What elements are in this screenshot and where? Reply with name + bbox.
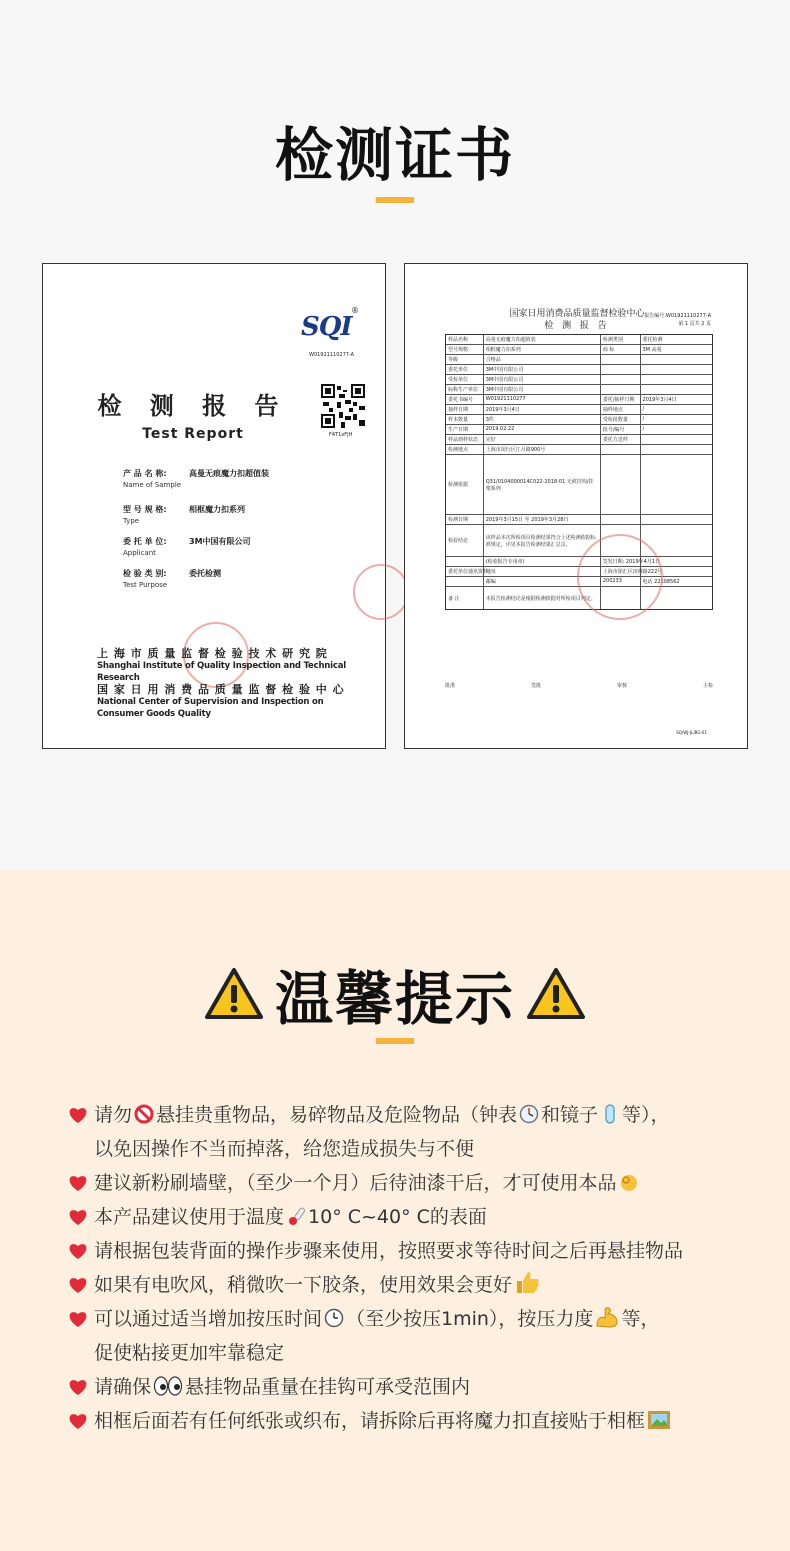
report-table-row <box>446 335 712 345</box>
report-table-cell: 样品到样状态 <box>446 435 484 444</box>
report-footer: SQ/WJ-JL/BG-01 <box>676 730 707 735</box>
report-table-cell: 3M中国有限公司 <box>484 385 601 394</box>
report-subheader: 检 测 报 告 <box>544 321 610 331</box>
institute-cn-1: 上 海 市 质 量 监 督 检 验 技 术 研 究 院 <box>97 647 328 660</box>
institute-en-1: Shanghai Institute of Quality Inspection and Technical Research <box>97 661 346 683</box>
registered-mark: ® <box>351 306 359 315</box>
heart-icon <box>68 1208 88 1226</box>
report-table-cell <box>446 557 484 566</box>
sign-label: 审核 <box>616 683 627 689</box>
tip-item: 请根据包装背面的操作步骤来使用，按照要求等待时间之后再悬挂物品 <box>68 1234 748 1268</box>
report-table-cell <box>601 365 641 374</box>
report-table-cell: 受检批数量 <box>601 415 641 424</box>
report-table-cell: 3M中国有限公司 <box>484 365 601 374</box>
report-table-cell: 委托单位通讯资料 <box>448 569 489 575</box>
thermometer-icon <box>286 1206 306 1226</box>
eyes-icon <box>153 1376 183 1396</box>
report-table-cell: 地址 <box>484 567 601 576</box>
red-stamp <box>353 564 409 620</box>
mirror-icon <box>600 1104 620 1124</box>
clock-icon <box>519 1104 539 1124</box>
tip-item: 如果有电吹风，稍微吹一下胶条，使用效果会更好 <box>68 1268 748 1302</box>
report-table-cell: 该样品本次所检项目检测结果符合上述检测依据标准规定，详见本报告检测结果汇总页。 <box>484 525 601 556</box>
report-table-cell: 邮编 <box>484 577 601 586</box>
heart-icon <box>68 1276 88 1294</box>
report-table-cell: 3M 高曼 <box>642 347 662 353</box>
warning-icon <box>526 967 586 1021</box>
report-table-cell: 本报告检测结论是根据检测依据对所检项目判定。 <box>484 587 601 609</box>
report-table-cell: 委托书编号 <box>446 395 484 404</box>
institute-en-2: National Center of Supervision and Inspection on Consumer Goods Quality <box>97 697 324 719</box>
section-title-tips: 温馨提示 <box>274 965 515 1033</box>
report-table-row <box>446 395 712 405</box>
report-table-cell <box>641 355 712 364</box>
prohibited-icon <box>134 1104 154 1124</box>
report-table-cell <box>641 435 712 444</box>
report-table-cell <box>601 445 641 454</box>
report-number: 报告编号:W01921110277-A 第 1 页共 2 页 <box>644 313 711 327</box>
report-table-cell: 委托检测 <box>642 337 663 343</box>
report-table-cell <box>446 577 484 586</box>
report-table-cell: 2019年3月15日 至 2019年3月28日 <box>484 515 601 524</box>
report-table-row <box>446 435 712 445</box>
report-table-cell <box>601 385 641 394</box>
report-table-row <box>446 415 712 425</box>
report-table-cell <box>601 515 641 524</box>
title-underline <box>376 197 414 203</box>
qr-code-text: F4T1xFJH <box>329 432 353 438</box>
clock-icon <box>324 1308 344 1328</box>
report-table-cell: 高曼无痕魔力扣超值装 <box>484 335 601 344</box>
report-table-cell: 受检单位 <box>446 375 484 384</box>
report-detail-page <box>404 263 748 749</box>
sign-label: 批准 <box>445 683 456 689</box>
report-table-cell: 委托单位 <box>446 365 484 374</box>
report-table-cell: 2019年3月4日 <box>642 397 677 403</box>
report-table-row <box>446 525 712 557</box>
tips-list <box>68 1098 748 1438</box>
tip-item: 相框后面若有任何纸张或织布，请拆除后再将魔力扣直接贴于相框 <box>68 1404 748 1438</box>
tip-item: 建议新粉刷墙壁，（至少一个月）后待油漆干后，才可使用本品 <box>68 1166 748 1200</box>
tip-item: 本产品建议使用于温度 10° C~40° C的表面 <box>68 1200 748 1234</box>
sign-label: 主检 <box>702 683 713 689</box>
report-table-cell <box>641 385 712 394</box>
institute-block <box>97 648 347 720</box>
report-table-cell: 3件 <box>484 415 601 424</box>
institute-cn-2: 国 家 日 用 消 费 品 质 量 监 督 检 验 中 心 <box>97 683 345 696</box>
report-table-cell <box>641 375 712 384</box>
report-table-cell <box>641 455 712 514</box>
report-table-row <box>446 445 712 455</box>
report-table-cell: 样本数量 <box>446 415 484 424</box>
report-table-row <box>446 455 712 515</box>
signature-row <box>445 682 713 689</box>
report-table-row <box>446 355 712 365</box>
report-table-cell: 批号/编号 <box>601 425 641 434</box>
report-table-cell: 合格品 <box>484 355 601 364</box>
sign-label: 签批 <box>530 683 541 689</box>
report-table-cell: Q31/0104000014C022-2018-01 无痕挂钩/挂架系列 <box>484 455 601 514</box>
warning-icon <box>204 967 264 1021</box>
report-table-cell: 上海市徐汇区田林路222号 <box>602 569 663 575</box>
heart-icon <box>68 1412 88 1430</box>
report-table-cell <box>641 365 712 374</box>
report-table-cell: 抽样地点 <box>601 405 641 414</box>
field-applicant: 委 托 单 位: 3M中国有限公司 Applicant <box>123 537 251 557</box>
report-table-cell: 备 注 <box>446 587 484 609</box>
report-table-cell: / <box>642 426 645 432</box>
red-stamp <box>577 534 663 620</box>
report-table-cell: 检测地点 <box>446 445 484 454</box>
title-underline <box>376 1038 414 1044</box>
heart-icon <box>68 1378 88 1396</box>
report-table-cell <box>601 375 641 384</box>
tip-item: 可以通过适当增加按压时间 （至少按压1min），按压力度 等， 促使粘接更加牢靠稳定 <box>68 1302 748 1370</box>
field-test-purpose: 检 验 类 别: 委托检测 Test Purpose <box>123 569 221 589</box>
sqi-logo: SQI <box>301 312 352 342</box>
heart-icon <box>68 1310 88 1328</box>
report-table-cell: / <box>642 416 645 422</box>
report-table-cell: W01921110277 <box>484 395 601 404</box>
report-table-row <box>446 385 712 395</box>
report-table-cell: 委托方送样 <box>601 435 641 444</box>
thumbs-up-icon <box>514 1270 540 1294</box>
heart-icon <box>68 1242 88 1260</box>
report-table-row <box>446 425 712 435</box>
report-table-cell: 电话 22108562 <box>642 579 680 585</box>
report-table-row <box>446 365 712 375</box>
report-table-row <box>446 405 712 415</box>
report-table-cell: 生产日期 <box>446 425 484 434</box>
report-table-cell: 3M中国有限公司 <box>484 375 601 384</box>
report-table-row <box>446 515 712 525</box>
section-title-certificate: 检测证书 <box>274 121 515 189</box>
report-table-cell: 商 标 <box>601 345 641 354</box>
report-table-cell: (检验报告专用章) <box>484 557 601 566</box>
report-table-row <box>446 345 712 355</box>
report-title-cn: 检 测 报 告 <box>97 391 289 420</box>
report-table-cell: 2019年3月4日 <box>484 405 601 414</box>
field-sample-name: 产 品 名 称: 高曼无痕魔力扣超值装 Name of Sample <box>123 469 269 489</box>
report-table-cell: 检测日期 <box>446 515 484 524</box>
report-table-cell <box>641 515 712 524</box>
report-table-cell: 等级 <box>446 355 484 364</box>
report-table-cell: 相框魔力扣系列 <box>484 345 601 354</box>
report-table-cell: 检测依据 <box>446 455 484 514</box>
heart-icon <box>68 1106 88 1124</box>
report-cover-page <box>42 263 386 749</box>
tips-title-row <box>0 952 790 1036</box>
report-table-cell <box>601 355 641 364</box>
report-table-cell: 检测类别 <box>601 335 641 344</box>
report-table-cell: 委托/抽样日期 <box>601 395 641 404</box>
tip-item: 请勿 悬挂贵重物品，易碎物品及危险物品（钟表 和镜子 等）， 以免因操作不当而掉落，给您造成损失与不便 <box>68 1098 748 1166</box>
report-table-cell: 签发日期: 2019年4月1日 <box>602 559 660 565</box>
heart-icon <box>68 1174 88 1192</box>
report-table-row <box>446 375 712 385</box>
flexed-biceps-icon <box>595 1306 619 1328</box>
report-table-cell: 完好 <box>484 435 601 444</box>
report-table-cell: 检验结论 <box>446 525 484 556</box>
cert-number: W01921110277-A <box>309 352 355 358</box>
report-table-cell: 抽样日期 <box>446 405 484 414</box>
tip-item: 请确保 悬挂物品重量在挂钩可承受范围内 <box>68 1370 748 1404</box>
field-type: 型 号 规 格: 相框魔力扣系列 Type <box>123 505 245 525</box>
report-table-cell: 标称生产单位 <box>446 385 484 394</box>
report-table-cell: 样品名称 <box>446 335 484 344</box>
report-table-cell: 2019.02.22 <box>484 425 601 434</box>
report-table-cell: / <box>642 406 645 412</box>
report-header: 国家日用消费品质量监督检验中心 <box>509 309 645 319</box>
report-table-cell <box>641 445 712 454</box>
ok-hand-icon <box>619 1172 639 1192</box>
report-table-cell: 200233 <box>601 577 641 586</box>
report-table-cell <box>601 455 641 514</box>
framed-picture-icon <box>647 1410 671 1430</box>
report-table-cell: 上海市闵行区江月路900号 <box>484 445 601 454</box>
report-title-en: Test Report <box>142 426 244 442</box>
report-table-cell: 型号规格 <box>446 345 484 354</box>
